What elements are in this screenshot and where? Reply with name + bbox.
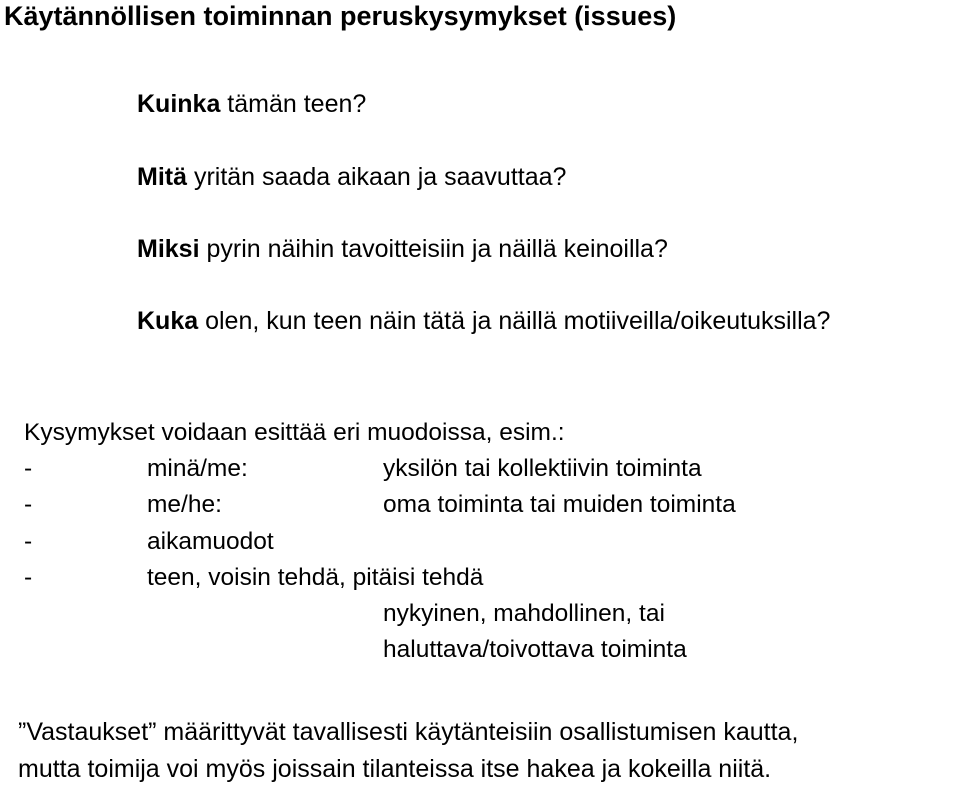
list-dash: - bbox=[24, 564, 33, 591]
question-text: yritän saada aikaan ja saavuttaa? bbox=[187, 163, 567, 191]
list-label: aikamuodot bbox=[147, 528, 274, 555]
question-keyword: Kuka bbox=[137, 307, 199, 335]
list-continuation: nykyinen, mahdollinen, tai bbox=[383, 600, 665, 627]
list-label: me/he: bbox=[147, 491, 222, 518]
list-label: teen, voisin tehdä, pitäisi tehdä bbox=[147, 564, 484, 591]
question-keyword: Miksi bbox=[137, 235, 200, 263]
question-who bbox=[137, 309, 830, 334]
question-text: olen, kun teen näin tätä ja näillä motiiveilla/oikeutuksilla? bbox=[198, 307, 831, 335]
question-text: pyrin näihin tavoitteisiin ja näillä keinoilla? bbox=[199, 235, 668, 263]
question-text: tämän teen? bbox=[220, 90, 367, 118]
list-continuation: haluttava/toivottava toiminta bbox=[383, 636, 687, 663]
list-label: minä/me: bbox=[147, 455, 248, 482]
question-keyword: Kuinka bbox=[137, 90, 221, 118]
question-how bbox=[137, 92, 366, 117]
question-what bbox=[137, 165, 566, 190]
conclusion-line: mutta toimija voi myös joissain tilanteissa itse hakea ja kokeilla niitä. bbox=[18, 755, 772, 783]
forms-intro: Kysymykset voidaan esittää eri muodoissa, esim.: bbox=[24, 419, 565, 446]
list-dash: - bbox=[24, 528, 33, 555]
list-desc: yksilön tai kollektiivin toiminta bbox=[383, 455, 702, 482]
list-dash: - bbox=[24, 455, 33, 482]
question-why bbox=[137, 237, 668, 262]
conclusion-line: ”Vastaukset” määrittyvät tavallisesti käytänteisiin osallistumisen kautta, bbox=[18, 718, 799, 746]
slide-title: Käytännöllisen toiminnan peruskysymykset (issues) bbox=[4, 1, 677, 31]
question-keyword: Mitä bbox=[137, 163, 187, 191]
list-dash: - bbox=[24, 491, 33, 518]
list-desc: oma toiminta tai muiden toiminta bbox=[383, 491, 736, 518]
